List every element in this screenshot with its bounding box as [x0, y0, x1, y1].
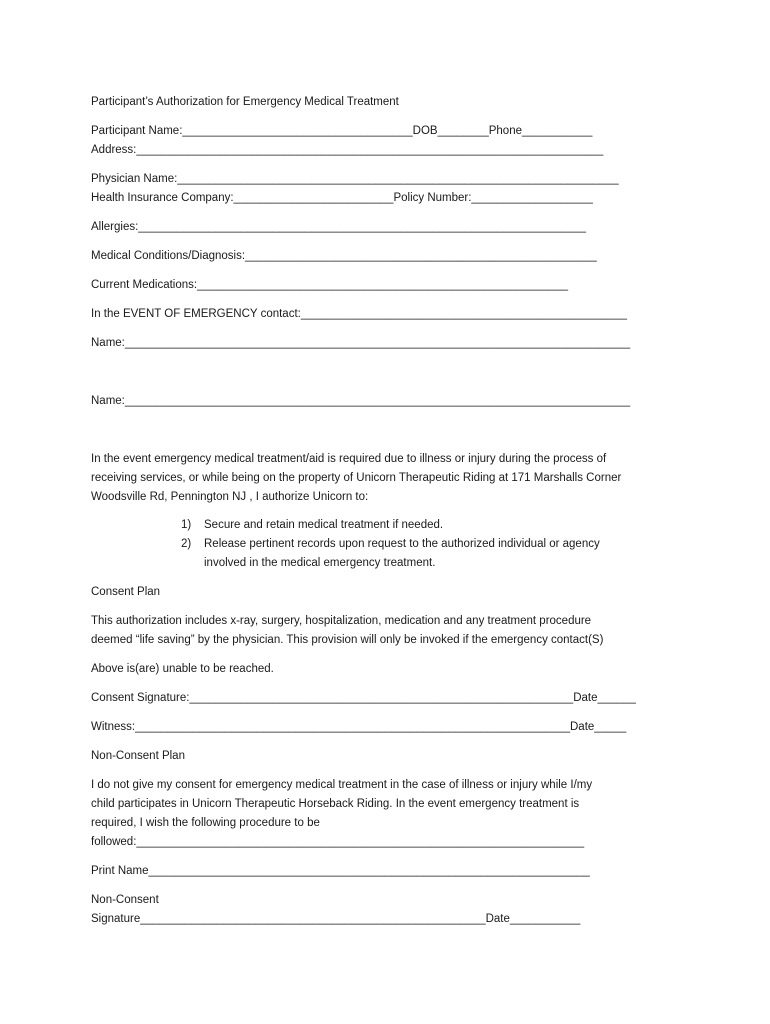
authorization-text-line: In the event emergency medical treatment/aid is required due to illness or injury during the process of	[91, 453, 607, 465]
form-title: Participant’s Authorization for Emergency Medical Treatment	[91, 96, 399, 108]
current-medications-field[interactable]: Current Medications:__________________________________________________________	[91, 279, 569, 291]
print-name-field[interactable]: Print Name_____________________________________________________________________	[91, 865, 590, 877]
contact-name-field-2[interactable]: Name:_______________________________________________________________________________	[91, 395, 631, 407]
contact-name-field-1[interactable]: Name:_______________________________________________________________________________	[91, 337, 631, 349]
physician-name-field[interactable]: Physician Name:_____________________________________________________________________	[91, 173, 619, 185]
non-consent-text-line: required, I wish the following procedure to be	[91, 817, 320, 829]
list-item: Release pertinent records upon request to the authorized individual or agency	[204, 538, 600, 550]
procedure-field[interactable]: followed:______________________________________________________________________	[91, 836, 585, 848]
consent-plan-heading: Consent Plan	[91, 586, 161, 598]
address-field[interactable]: Address:_________________________________________________________________________	[91, 144, 604, 156]
consent-text-line: This authorization includes x-ray, surgery, hospitalization, medication and any treatment procedure	[91, 615, 592, 627]
consent-signature-field[interactable]: Consent Signature:____________________________________________________________Date______	[91, 692, 636, 704]
emergency-contact-field[interactable]: In the EVENT OF EMERGENCY contact:___________________________________________________	[91, 308, 628, 320]
non-consent-signature-field[interactable]: Signature______________________________________________________Date___________	[91, 913, 581, 925]
list-item-number: 1)	[181, 519, 192, 531]
list-item: Secure and retain medical treatment if needed.	[204, 519, 444, 531]
consent-text-line: Above is(are) unable to be reached.	[91, 663, 274, 675]
authorization-text-line: Woodsville Rd, Pennington NJ , I authorize Unicorn to:	[91, 491, 369, 503]
non-consent-plan-heading: Non-Consent Plan	[91, 750, 185, 762]
non-consent-text-line: I do not give my consent for emergency medical treatment in the case of illness or injury while I/my	[91, 779, 593, 791]
allergies-field[interactable]: Allergies:______________________________________________________________________	[91, 221, 586, 233]
medical-conditions-field[interactable]: Medical Conditions/Diagnosis:_______________________________________________________	[91, 250, 597, 262]
non-consent-text-line: child participates in Unicorn Therapeutic Horseback Riding. In the event emergency treatment is	[91, 798, 580, 810]
non-consent-label: Non-Consent	[91, 894, 159, 906]
list-item-number: 2)	[181, 538, 192, 550]
authorization-text-line: receiving services, or while being on the property of Unicorn Therapeutic Riding at 171 Marshalls Corner	[91, 472, 622, 484]
insurance-field[interactable]: Health Insurance Company:_________________________Policy Number:___________________	[91, 192, 593, 204]
list-item-continued: involved in the medical emergency treatment.	[204, 557, 436, 569]
witness-field[interactable]: Witness:____________________________________________________________________Date_____	[91, 721, 627, 733]
participant-name-field[interactable]: Participant Name:____________________________________DOB________Phone___________	[91, 125, 593, 137]
consent-text-line: deemed “life saving” by the physician. This provision will only be invoked if the emergency contact(S)	[91, 634, 604, 646]
